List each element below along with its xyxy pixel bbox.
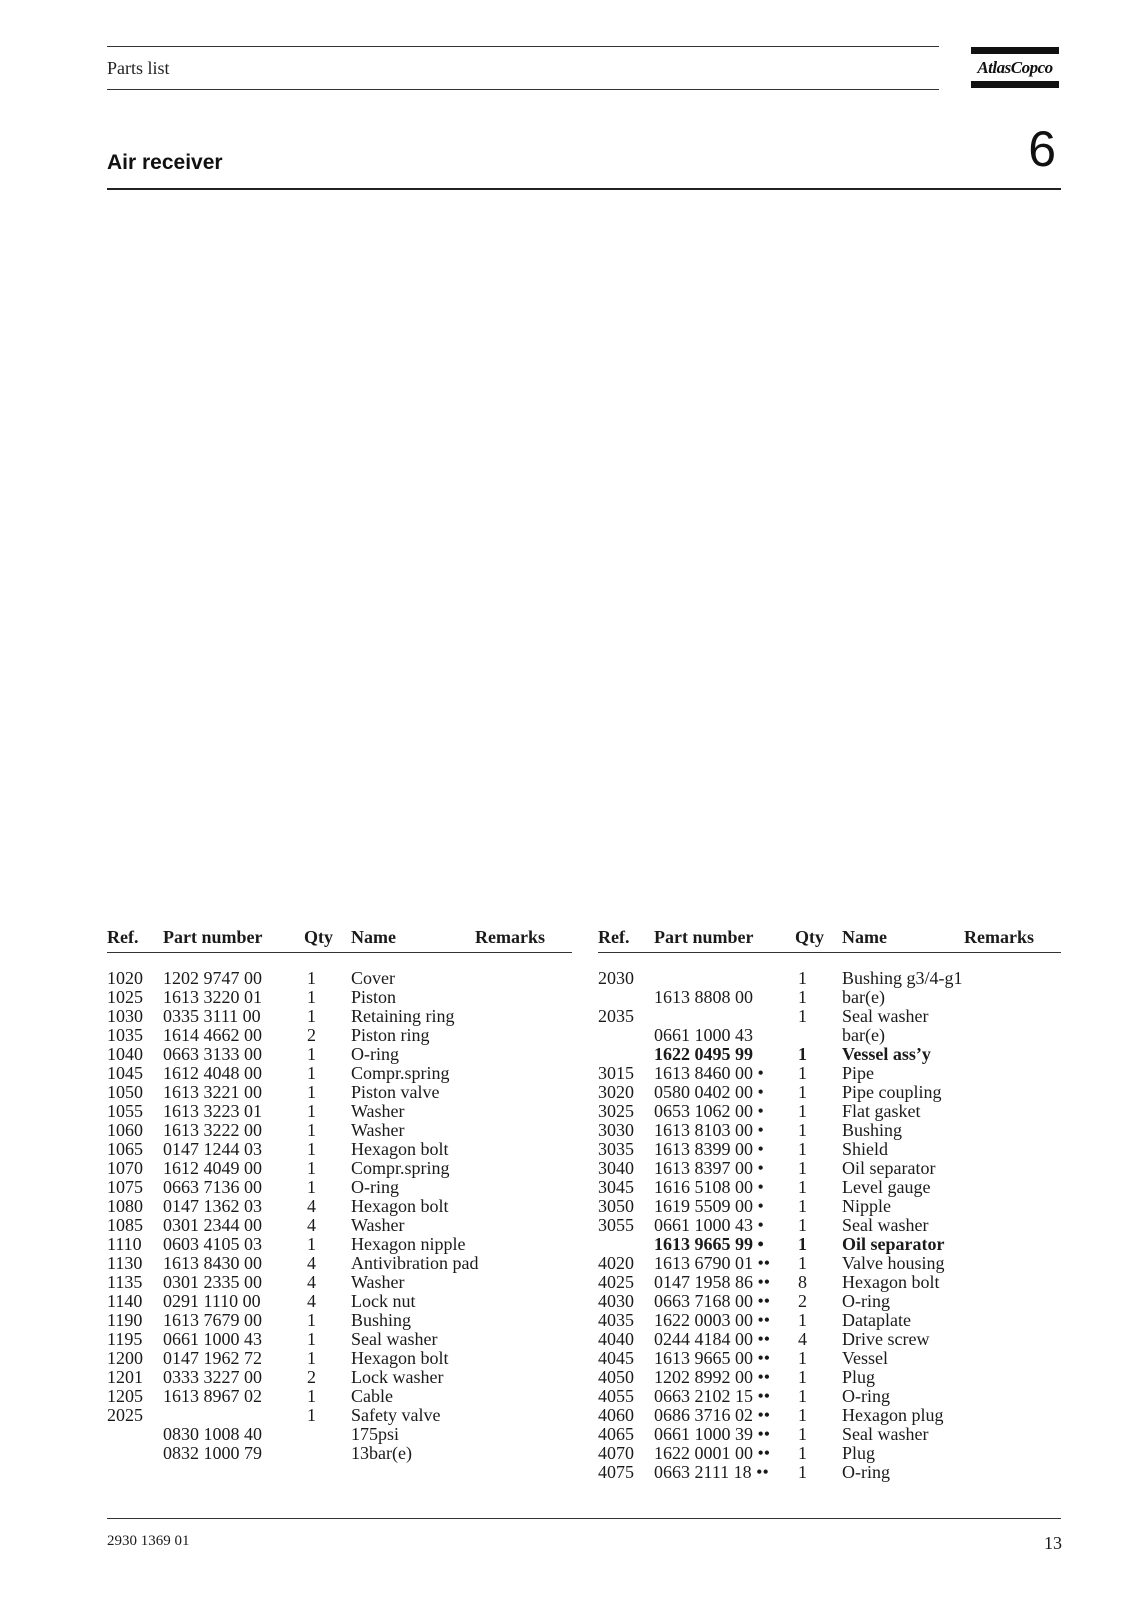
- cell-ref: 2025: [107, 1405, 143, 1425]
- table-row: [598, 1292, 1061, 1311]
- cell-qty: 1: [307, 1063, 316, 1083]
- cell-ref: 1065: [107, 1139, 143, 1159]
- cell-qty: 1: [307, 1082, 316, 1102]
- cell-part-number: 1614 4662 00: [163, 1025, 262, 1045]
- table-row: [598, 1463, 1061, 1482]
- cell-name: Lock washer: [351, 1367, 444, 1387]
- table-row: [598, 1254, 1061, 1273]
- cell-name: Dataplate: [842, 1310, 911, 1330]
- cell-name: Shield: [842, 1139, 889, 1159]
- cell-part-number: 0661 1000 43: [654, 1025, 753, 1045]
- cell-qty: 1: [798, 1386, 807, 1406]
- cell-name: Hexagon bolt: [351, 1139, 449, 1159]
- cell-part-number: 0663 2102 15 ••: [654, 1386, 771, 1406]
- table-row: [107, 1368, 572, 1387]
- cell-qty: 2: [307, 1025, 316, 1045]
- cell-qty: 1: [307, 1006, 316, 1026]
- cell-ref: 1045: [107, 1063, 143, 1083]
- cell-ref: 1055: [107, 1101, 143, 1121]
- cell-qty: 1: [798, 1158, 807, 1178]
- cell-qty: 1: [798, 1101, 807, 1121]
- cell-qty: 1: [798, 1367, 807, 1387]
- cell-ref: 1040: [107, 1044, 143, 1064]
- cell-ref: 1135: [107, 1272, 143, 1292]
- cell-qty: 1: [798, 987, 807, 1007]
- cell-ref: 4065: [598, 1424, 634, 1444]
- cell-part-number: 1613 9665 00 ••: [654, 1348, 771, 1368]
- table-row: [107, 1406, 572, 1425]
- table-row: [598, 1007, 1061, 1026]
- cell-part-number: 1616 5108 00 •: [654, 1177, 764, 1197]
- cell-qty: 1: [307, 1120, 316, 1140]
- table-row: [598, 1349, 1061, 1368]
- cell-part-number: 1622 0003 00 ••: [654, 1310, 771, 1330]
- cell-name: Plug: [842, 1367, 876, 1387]
- table-row: [598, 1273, 1061, 1292]
- table-row: [598, 1311, 1061, 1330]
- cell-part-number: 0663 2111 18 ••: [654, 1462, 769, 1482]
- cell-qty: 1: [307, 1310, 316, 1330]
- table-row: [598, 1425, 1061, 1444]
- cell-name: Bushing: [842, 1120, 903, 1140]
- cell-name: Pipe: [842, 1063, 875, 1083]
- table-row: [598, 1178, 1061, 1197]
- header-name: Name: [351, 927, 396, 947]
- header-remarks: Remarks: [475, 927, 545, 947]
- cell-qty: 1: [798, 1044, 807, 1064]
- table-row: [598, 1159, 1061, 1178]
- cell-name: Seal washer: [351, 1329, 438, 1349]
- cell-qty: 1: [798, 1082, 807, 1102]
- cell-ref: 1130: [107, 1253, 143, 1273]
- cell-part-number: 1613 8397 00 •: [654, 1158, 764, 1178]
- cell-name: Seal washer: [842, 1424, 929, 1444]
- section-rule: [107, 188, 1061, 190]
- cell-qty: 1: [307, 968, 316, 988]
- cell-part-number: 0686 3716 02 ••: [654, 1405, 771, 1425]
- cell-name: Level gauge: [842, 1177, 931, 1197]
- cell-ref: 4075: [598, 1462, 634, 1482]
- cell-ref: 1201: [107, 1367, 143, 1387]
- cell-qty: 4: [307, 1291, 316, 1311]
- logo-text: AtlasCopco: [977, 58, 1053, 77]
- cell-part-number: 1622 0001 00 ••: [654, 1443, 771, 1463]
- cell-ref: 1110: [107, 1234, 142, 1254]
- cell-qty: 1: [798, 1443, 807, 1463]
- cell-qty: 1: [307, 1101, 316, 1121]
- cell-part-number: 1613 9665 99 •: [654, 1234, 764, 1254]
- table-row: [598, 1368, 1061, 1387]
- cell-ref: 3040: [598, 1158, 634, 1178]
- cell-part-number: 0603 4105 03: [163, 1234, 262, 1254]
- footer-doc-number: 2930 1369 01: [107, 1533, 190, 1549]
- cell-name: Compr.spring: [351, 1063, 450, 1083]
- cell-ref: 1035: [107, 1025, 143, 1045]
- cell-qty: 1: [307, 1044, 316, 1064]
- table-row: [107, 1026, 572, 1045]
- cell-ref: 1080: [107, 1196, 143, 1216]
- cell-qty: 4: [307, 1253, 316, 1273]
- cell-part-number: 1613 3223 01: [163, 1101, 262, 1121]
- table-row: [107, 1178, 572, 1197]
- cell-name: Bushing g3/4-g1: [842, 968, 963, 988]
- cell-ref: 3025: [598, 1101, 634, 1121]
- cell-qty: 1: [798, 1215, 807, 1235]
- cell-part-number: 0335 3111 00: [163, 1006, 261, 1026]
- cell-ref: 3050: [598, 1196, 634, 1216]
- cell-part-number: 0661 1000 39 ••: [654, 1424, 771, 1444]
- table-row: [107, 1349, 572, 1368]
- cell-part-number: 1613 3220 01: [163, 987, 262, 1007]
- parts-table-right: [598, 928, 1061, 1482]
- table-row: [598, 1406, 1061, 1425]
- cell-qty: 1: [307, 1386, 316, 1406]
- cell-name: Seal washer: [842, 1215, 929, 1235]
- cell-ref: 1075: [107, 1177, 143, 1197]
- cell-name: Hexagon plug: [842, 1405, 944, 1425]
- cell-qty: 4: [307, 1215, 316, 1235]
- cell-ref: 4055: [598, 1386, 634, 1406]
- cell-qty: 1: [798, 1405, 807, 1425]
- cell-name: Oil separator: [842, 1158, 936, 1178]
- header-qty: Qty: [795, 927, 824, 947]
- cell-part-number: 1613 8967 02: [163, 1386, 262, 1406]
- cell-name: Washer: [351, 1215, 405, 1235]
- cell-part-number: 0147 1962 72: [163, 1348, 262, 1368]
- cell-ref: 1195: [107, 1329, 143, 1349]
- cell-name: Nipple: [842, 1196, 891, 1216]
- cell-part-number: 1613 8808 00: [654, 987, 753, 1007]
- cell-part-number: 0661 1000 43 •: [654, 1215, 764, 1235]
- table-row: [107, 988, 572, 1007]
- cell-qty: 1: [307, 1139, 316, 1159]
- cell-name: Piston valve: [351, 1082, 440, 1102]
- cell-part-number: 0830 1008 40: [163, 1424, 262, 1444]
- cell-name: Retaining ring: [351, 1006, 455, 1026]
- cell-part-number: 0147 1362 03: [163, 1196, 262, 1216]
- header-name: Name: [842, 927, 887, 947]
- logo-bottom-bar: [971, 81, 1059, 88]
- cell-name: Cover: [351, 968, 395, 988]
- cell-name: 13bar(e): [351, 1443, 412, 1463]
- cell-ref: 1140: [107, 1291, 143, 1311]
- cell-name: Hexagon bolt: [842, 1272, 940, 1292]
- cell-ref: 1190: [107, 1310, 143, 1330]
- table-row: [598, 1102, 1061, 1121]
- cell-name: O-ring: [842, 1291, 890, 1311]
- logo-top-bar: [971, 47, 1059, 54]
- cell-ref: 4070: [598, 1443, 634, 1463]
- cell-qty: 1: [798, 1234, 807, 1254]
- cell-qty: 1: [798, 1177, 807, 1197]
- table-row: [107, 1083, 572, 1102]
- cell-qty: 1: [798, 1310, 807, 1330]
- cell-qty: 1: [798, 1139, 807, 1159]
- cell-qty: 1: [307, 1405, 316, 1425]
- cell-name: Washer: [351, 1101, 405, 1121]
- table-header: [598, 928, 1061, 952]
- table-row: [598, 1121, 1061, 1140]
- header-part-number: Part number: [654, 927, 754, 947]
- cell-qty: 2: [307, 1367, 316, 1387]
- table-row: [598, 988, 1061, 1007]
- cell-part-number: 0653 1062 00 •: [654, 1101, 764, 1121]
- cell-part-number: 0663 3133 00: [163, 1044, 262, 1064]
- cell-ref: 2035: [598, 1006, 634, 1026]
- cell-ref: 3030: [598, 1120, 634, 1140]
- cell-part-number: 1613 3222 00: [163, 1120, 262, 1140]
- cell-name: Cable: [351, 1386, 393, 1406]
- cell-name: Lock nut: [351, 1291, 416, 1311]
- table-header-rule: [107, 952, 572, 953]
- table-row: [107, 969, 572, 988]
- table-row: [598, 1083, 1061, 1102]
- cell-qty: 1: [798, 1424, 807, 1444]
- cell-ref: 3035: [598, 1139, 634, 1159]
- cell-ref: 1050: [107, 1082, 143, 1102]
- table-header: [107, 928, 572, 952]
- cell-name: Safety valve: [351, 1405, 441, 1425]
- cell-name: Antivibration pad: [351, 1253, 479, 1273]
- cell-part-number: 1613 3221 00: [163, 1082, 262, 1102]
- cell-part-number: 0291 1110 00: [163, 1291, 261, 1311]
- cell-ref: 3055: [598, 1215, 634, 1235]
- cell-name: O-ring: [842, 1462, 890, 1482]
- cell-part-number: 1613 8430 00: [163, 1253, 262, 1273]
- table-row: [107, 1102, 572, 1121]
- table-row: [107, 1387, 572, 1406]
- cell-ref: 4040: [598, 1329, 634, 1349]
- cell-qty: 1: [798, 1120, 807, 1140]
- table-row: [598, 1387, 1061, 1406]
- cell-part-number: 1612 4049 00: [163, 1158, 262, 1178]
- cell-ref: 1025: [107, 987, 143, 1007]
- table-row: [598, 1216, 1061, 1235]
- cell-part-number: 0661 1000 43: [163, 1329, 262, 1349]
- cell-ref: 3045: [598, 1177, 634, 1197]
- header-label: Parts list: [107, 58, 170, 78]
- cell-ref: 4045: [598, 1348, 634, 1368]
- table-row: [107, 1330, 572, 1349]
- cell-ref: 4025: [598, 1272, 634, 1292]
- cell-ref: 1200: [107, 1348, 143, 1368]
- table-body: [598, 969, 1061, 1482]
- section-title: Air receiver: [107, 151, 223, 174]
- footer-rule: [107, 1518, 1061, 1519]
- cell-name: Hexagon bolt: [351, 1348, 449, 1368]
- table-row: [598, 1064, 1061, 1083]
- cell-ref: 1020: [107, 968, 143, 988]
- header-ref: Ref.: [598, 927, 630, 947]
- table-row: [107, 1140, 572, 1159]
- cell-part-number: 0580 0402 00 •: [654, 1082, 764, 1102]
- cell-qty: 4: [307, 1196, 316, 1216]
- cell-qty: 1: [307, 1329, 316, 1349]
- table-row: [598, 1444, 1061, 1463]
- cell-name: bar(e): [842, 987, 885, 1007]
- cell-name: Flat gasket: [842, 1101, 921, 1121]
- table-row: [107, 1292, 572, 1311]
- table-header-rule: [598, 952, 1061, 953]
- cell-qty: 1: [798, 968, 807, 988]
- table-row: [598, 1330, 1061, 1349]
- cell-ref: 1085: [107, 1215, 143, 1235]
- cell-ref: 3015: [598, 1063, 634, 1083]
- cell-name: Vessel: [842, 1348, 888, 1368]
- cell-ref: 2030: [598, 968, 634, 988]
- cell-ref: 4020: [598, 1253, 634, 1273]
- cell-part-number: 0663 7136 00: [163, 1177, 262, 1197]
- cell-qty: 1: [307, 1234, 316, 1254]
- cell-name: O-ring: [351, 1177, 399, 1197]
- cell-qty: 1: [798, 1348, 807, 1368]
- table-row: [107, 1159, 572, 1178]
- cell-part-number: 1619 5509 00 •: [654, 1196, 764, 1216]
- table-row: [598, 1197, 1061, 1216]
- header-ref: Ref.: [107, 927, 139, 947]
- table-row: [107, 1235, 572, 1254]
- cell-part-number: 1613 8103 00 •: [654, 1120, 764, 1140]
- cell-name: Valve housing: [842, 1253, 945, 1273]
- cell-name: Oil separator: [842, 1234, 945, 1254]
- cell-ref: 1205: [107, 1386, 143, 1406]
- table-row: [598, 1140, 1061, 1159]
- cell-name: Seal washer: [842, 1006, 929, 1026]
- header-top-rule: [107, 46, 939, 47]
- cell-qty: 1: [798, 1196, 807, 1216]
- cell-name: Plug: [842, 1443, 876, 1463]
- cell-name: O-ring: [842, 1386, 890, 1406]
- cell-ref: 4060: [598, 1405, 634, 1425]
- cell-part-number: 0147 1958 86 ••: [654, 1272, 771, 1292]
- table-row: [107, 1045, 572, 1064]
- cell-part-number: 1612 4048 00: [163, 1063, 262, 1083]
- cell-qty: 1: [798, 1462, 807, 1482]
- cell-qty: 8: [798, 1272, 807, 1292]
- table-row: [107, 1273, 572, 1292]
- header-part-number: Part number: [163, 927, 263, 947]
- header-qty: Qty: [304, 927, 333, 947]
- cell-name: Hexagon bolt: [351, 1196, 449, 1216]
- cell-name: Compr.spring: [351, 1158, 450, 1178]
- cell-qty: 1: [798, 1253, 807, 1273]
- table-row: [598, 969, 1061, 988]
- table-row: [598, 1045, 1061, 1064]
- cell-part-number: 0832 1000 79: [163, 1443, 262, 1463]
- cell-name: Pipe coupling: [842, 1082, 942, 1102]
- header-remarks: Remarks: [964, 927, 1034, 947]
- cell-part-number: 1202 8992 00 ••: [654, 1367, 771, 1387]
- cell-part-number: 1202 9747 00: [163, 968, 262, 988]
- cell-ref: 1070: [107, 1158, 143, 1178]
- cell-part-number: 1613 6790 01 ••: [654, 1253, 771, 1273]
- cell-part-number: 0333 3227 00: [163, 1367, 262, 1387]
- cell-part-number: 1613 8460 00 •: [654, 1063, 764, 1083]
- cell-name: Washer: [351, 1272, 405, 1292]
- cell-ref: 1030: [107, 1006, 143, 1026]
- cell-qty: 1: [307, 1158, 316, 1178]
- cell-part-number: 1613 8399 00 •: [654, 1139, 764, 1159]
- table-row: [598, 1026, 1061, 1045]
- cell-qty: 1: [798, 1063, 807, 1083]
- cell-ref: 4030: [598, 1291, 634, 1311]
- cell-name: Vessel ass’y: [842, 1044, 931, 1064]
- cell-part-number: 0147 1244 03: [163, 1139, 262, 1159]
- footer-page-number: 13: [1044, 1533, 1062, 1553]
- cell-qty: 4: [307, 1272, 316, 1292]
- cell-ref: 3020: [598, 1082, 634, 1102]
- table-row: [107, 1007, 572, 1026]
- cell-qty: 2: [798, 1291, 807, 1311]
- cell-ref: 4050: [598, 1367, 634, 1387]
- cell-name: Piston: [351, 987, 397, 1007]
- cell-name: Piston ring: [351, 1025, 430, 1045]
- cell-qty: 4: [798, 1329, 807, 1349]
- table-row: [107, 1311, 572, 1330]
- table-row: [107, 1064, 572, 1083]
- cell-name: Hexagon nipple: [351, 1234, 466, 1254]
- cell-name: bar(e): [842, 1025, 885, 1045]
- cell-part-number: 1613 7679 00: [163, 1310, 262, 1330]
- cell-qty: 1: [307, 1177, 316, 1197]
- cell-qty: 1: [307, 1348, 316, 1368]
- atlas-copco-logo: [971, 47, 1059, 90]
- cell-name: Washer: [351, 1120, 405, 1140]
- table-row: [107, 1254, 572, 1273]
- table-row: [107, 1444, 572, 1463]
- header-bottom-rule: [107, 89, 939, 90]
- cell-part-number: 1622 0495 99: [654, 1044, 753, 1064]
- cell-name: Drive screw: [842, 1329, 930, 1349]
- cell-ref: 1060: [107, 1120, 143, 1140]
- cell-name: 175psi: [351, 1424, 400, 1444]
- cell-part-number: 0301 2335 00: [163, 1272, 262, 1292]
- table-row: [107, 1216, 572, 1235]
- table-row: [107, 1197, 572, 1216]
- section-number: 6: [1028, 121, 1056, 177]
- cell-name: O-ring: [351, 1044, 399, 1064]
- cell-part-number: 0244 4184 00 ••: [654, 1329, 771, 1349]
- cell-part-number: 0301 2344 00: [163, 1215, 262, 1235]
- table-row: [107, 1425, 572, 1444]
- table-row: [598, 1235, 1061, 1254]
- cell-ref: 4035: [598, 1310, 634, 1330]
- cell-qty: 1: [798, 1006, 807, 1026]
- table-body: [107, 969, 572, 1463]
- cell-name: Bushing: [351, 1310, 412, 1330]
- cell-part-number: 0663 7168 00 ••: [654, 1291, 771, 1311]
- cell-qty: 1: [307, 987, 316, 1007]
- parts-table-left: [107, 928, 572, 1463]
- table-row: [107, 1121, 572, 1140]
